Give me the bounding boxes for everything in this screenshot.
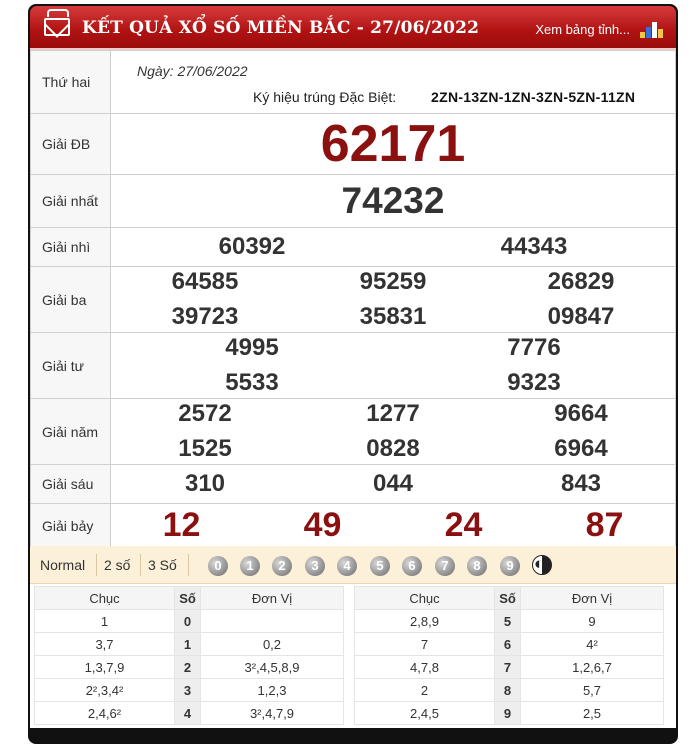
prize-bay-number: 12 (162, 506, 201, 544)
prize-ba-number: 95259 (359, 268, 427, 295)
filter-divider (140, 554, 141, 576)
chuc-cell: 2,4,6² (35, 702, 175, 725)
prize-ba-number: 39723 (171, 303, 239, 330)
digit-filter-9[interactable]: 9 (500, 556, 520, 576)
prize-label-sau: Giải sáu (31, 465, 111, 504)
prize-label-nhat: Giải nhất (31, 175, 111, 228)
table-row (35, 656, 344, 679)
filter-divider (188, 554, 189, 576)
col-header-donvi: Đơn Vị (201, 587, 344, 610)
chuc-cell: 3,7 (35, 633, 175, 656)
prize-row-nhat (31, 175, 676, 228)
mail-icon (44, 18, 70, 36)
digit-filter-1[interactable]: 1 (240, 556, 260, 576)
prize-label-nam: Giải năm (31, 399, 111, 465)
results-table (30, 50, 676, 546)
chuc-cell: 2,8,9 (355, 610, 495, 633)
donvi-cell: 1,2,6,7 (521, 656, 664, 679)
col-header-chuc: Chục (355, 587, 495, 610)
prize-bay-number: 24 (444, 506, 483, 544)
so-cell: 8 (495, 679, 521, 702)
prize-ba-number: 35831 (359, 303, 427, 330)
chuc-cell: 1,3,7,9 (35, 656, 175, 679)
table-row (35, 633, 344, 656)
prize-tu-number: 4995 (225, 334, 279, 361)
prize-nam-number: 2572 (178, 400, 232, 427)
prize-row-nam (31, 399, 676, 465)
prize-sau-number: 843 (560, 470, 602, 497)
digit-filter-4[interactable]: 4 (337, 556, 357, 576)
prize-db-number: 62171 (111, 114, 676, 175)
col-header-so: Số (495, 587, 521, 610)
digit-filter-2[interactable]: 2 (272, 556, 292, 576)
stats-table-left (34, 586, 344, 725)
chuc-cell: 2,4,5 (355, 702, 495, 725)
so-cell: 7 (495, 656, 521, 679)
bottom-bar (30, 728, 676, 742)
prize-nam-number: 0828 (366, 435, 420, 462)
prize-nam-number: 1277 (366, 400, 420, 427)
table-row (35, 610, 344, 633)
chuc-cell: 7 (355, 633, 495, 656)
prize-sau-number: 044 (372, 470, 414, 497)
donvi-cell: 1,2,3 (201, 679, 344, 702)
digit-filter-0[interactable]: 0 (208, 556, 228, 576)
so-cell: 3 (175, 679, 201, 702)
date-row (31, 51, 676, 114)
donvi-cell: 3²,4,7,9 (201, 702, 344, 725)
table-row (355, 679, 664, 702)
prize-nhi-number: 60392 (218, 233, 286, 260)
prize-bay-number: 49 (303, 506, 342, 544)
chuc-cell: 1 (35, 610, 175, 633)
prize-nam-number: 6964 (554, 435, 608, 462)
view-province-table-link[interactable]: Xem bảng tỉnh... (535, 22, 630, 37)
digit-filter-5[interactable]: 5 (370, 556, 390, 576)
donvi-cell: 5,7 (521, 679, 664, 702)
prize-label-bay: Giải bảy (31, 504, 111, 548)
date-cell (111, 51, 676, 114)
donvi-cell: 2,5 (521, 702, 664, 725)
stats-panel (30, 584, 676, 728)
filter-normal[interactable]: Normal (40, 557, 86, 573)
header-bar (30, 6, 676, 50)
prize-nhi-number: 44343 (500, 233, 568, 260)
draw-date: Ngày: 27/06/2022 (137, 63, 248, 79)
prize-ba-number: 09847 (547, 303, 615, 330)
digit-filter-7[interactable]: 7 (435, 556, 455, 576)
table-row (35, 679, 344, 702)
filter-2-so[interactable]: 2 số (104, 557, 131, 573)
digit-filter-6[interactable]: 6 (402, 556, 422, 576)
chuc-cell: 2²,3,4² (35, 679, 175, 702)
special-code-value: 2ZN-13ZN-1ZN-3ZN-5ZN-11ZN (431, 89, 636, 105)
prize-ba-number: 64585 (171, 268, 239, 295)
prize-nam-number: 9664 (554, 400, 608, 427)
prize-row-db (31, 114, 676, 175)
digit-filter-3[interactable]: 3 (305, 556, 325, 576)
prize-bay-number: 87 (585, 506, 624, 544)
prize-sau-number: 310 (184, 470, 226, 497)
prize-label-nhi: Giải nhì (31, 228, 111, 267)
donvi-cell: 3²,4,5,8,9 (201, 656, 344, 679)
prize-nhat-number: 74232 (111, 175, 676, 228)
weekday-label: Thứ hai (31, 51, 111, 114)
prize-row-ba (31, 267, 676, 333)
prize-row-sau (31, 465, 676, 504)
prize-row-tu (31, 333, 676, 399)
chuc-cell: 2 (355, 679, 495, 702)
donvi-cell: 4² (521, 633, 664, 656)
col-header-donvi: Đơn Vị (521, 587, 664, 610)
table-row (355, 702, 664, 725)
donvi-cell: 0,2 (201, 633, 344, 656)
table-row (355, 656, 664, 679)
bar-chart-icon[interactable] (640, 18, 662, 38)
so-cell: 9 (495, 702, 521, 725)
prize-nam-number: 1525 (178, 435, 232, 462)
chuc-cell: 4,7,8 (355, 656, 495, 679)
special-code-label: Ký hiệu trúng Đặc Biệt: (253, 89, 397, 105)
prize-label-tu: Giải tư (31, 333, 111, 399)
so-cell: 0 (175, 610, 201, 633)
so-cell: 5 (495, 610, 521, 633)
prize-label-ba: Giải ba (31, 267, 111, 333)
filter-3-so[interactable]: 3 Số (148, 557, 177, 573)
table-row (355, 633, 664, 656)
prize-ba-number: 26829 (547, 268, 615, 295)
prize-tu-number: 9323 (507, 369, 561, 396)
so-cell: 4 (175, 702, 201, 725)
prize-row-nhi (31, 228, 676, 267)
col-header-chuc: Chục (35, 587, 175, 610)
table-row (355, 610, 664, 633)
digit-filter-8[interactable]: 8 (467, 556, 487, 576)
donvi-cell: 9 (521, 610, 664, 633)
stats-table-right (354, 586, 664, 725)
prize-tu-number: 7776 (507, 334, 561, 361)
prize-tu-number: 5533 (225, 369, 279, 396)
page-title: KẾT QUẢ XỔ SỐ MIỀN BẮC - 27/06/2022 (82, 18, 480, 38)
prize-row-bay (31, 504, 676, 548)
so-cell: 2 (175, 656, 201, 679)
so-cell: 6 (495, 633, 521, 656)
table-row (35, 702, 344, 725)
yin-yang-icon[interactable] (532, 555, 552, 575)
filter-bar (30, 546, 676, 584)
donvi-cell (201, 610, 344, 633)
prize-label-db: Giải ĐB (31, 114, 111, 175)
so-cell: 1 (175, 633, 201, 656)
col-header-so: Số (175, 587, 201, 610)
filter-divider (96, 554, 97, 576)
